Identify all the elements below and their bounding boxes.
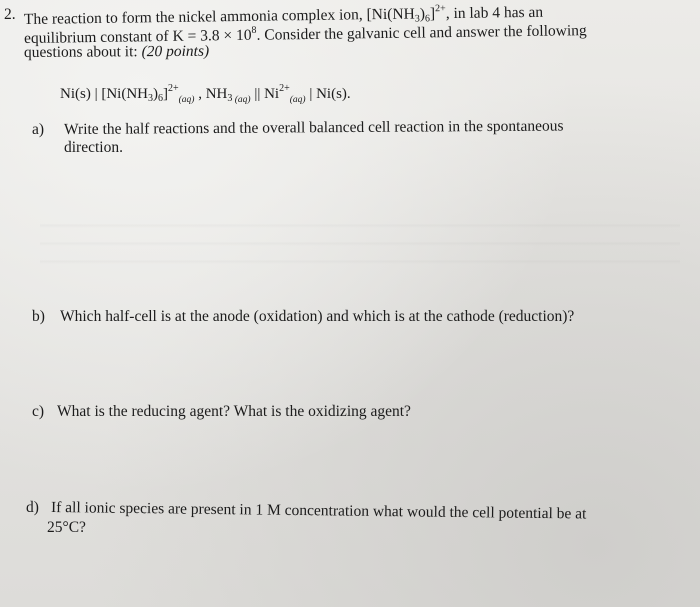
part-d-line-2: 25°C? (47, 519, 86, 536)
part-c-label: c) (32, 403, 45, 420)
part-b-label: b) (32, 308, 45, 325)
part-a-line-2: direction. (64, 139, 123, 156)
part-d-line-1: If all ionic species are present in 1 M concentration what would the cell potential be at (50, 499, 587, 523)
question-line-2: equilibrium constant of $K = 3.8 \times 10^8$. Consider the galvanic cell and answer the following (23, 22, 587, 47)
question-number: 2. (4, 6, 16, 23)
part-a-label: a) (32, 121, 45, 138)
part-c-text: What is the reducing agent? What is the oxidizing agent? (57, 403, 411, 420)
points-value: (20 points) (141, 42, 210, 61)
question-line-3: questions about it: (20 points) (23, 42, 210, 61)
part-d-label: d) (26, 499, 39, 516)
bleed-through-text (40, 210, 680, 270)
part-a-line-1: Write the half reactions and the overall balanced cell reaction in the spontaneous (63, 117, 564, 138)
question-line-1: The reaction to form the nickel ammonia complex ion, $[Ni(NH_3)_6]^{2+}$, in lab 4 has an (23, 3, 544, 28)
part-b-text: Which half-cell is at the anode (oxidation) and which is at the cathode (reduction)? (60, 308, 575, 325)
cell-notation: Ni(s) | $[Ni(NH_3)_6]^{2+}_{(aq)}$ , $NH_3$ $_{(aq)}$ || $Ni^{2+}_{(aq)}$ | Ni(s). (60, 83, 351, 105)
